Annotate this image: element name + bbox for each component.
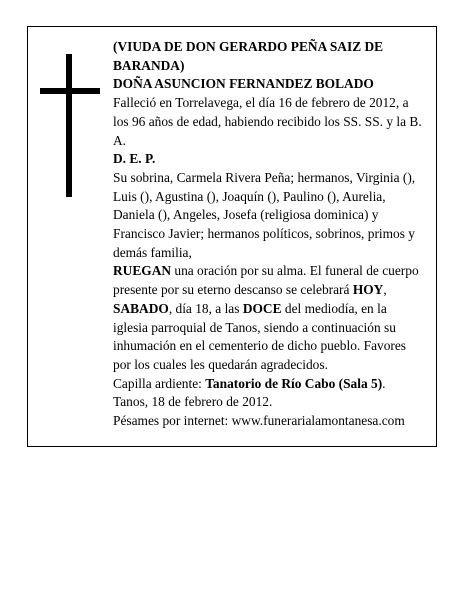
cross-icon [40,54,100,197]
chapel-end: . [382,375,386,391]
family-paragraph: Su sobrina, Carmela Rivera Peña; hermanos, Virginia (), Luis (), Agustina (), Joaquín (), Paulino (), Aurelia, Daniela (), Angeles, Josefa (religiosa dominica) y Francisco Javier; hermanos políticos, sobrinos, primos y demás familia, [113,169,416,260]
obituary-text [113,38,425,431]
chapel-name: Tanatorio de Río Cabo (Sala 5) [205,375,383,391]
chapel-line [113,375,425,394]
funeral-paragraph [113,262,425,374]
cross-vertical-bar [66,54,72,197]
widow-line: (VIUDA DE DON GERARDO PEÑA SAIZ DE BARANDA) [113,39,384,73]
deceased-name: DOÑA ASUNCION FERNANDEZ BOLADO [113,76,374,92]
funeral-text-2: , día 18, a las [168,300,243,316]
date-line: Tanos, 18 de febrero de 2012. [113,394,273,410]
hoy-word: HOY [352,282,384,298]
sabado-word: SABADO [113,300,169,316]
chapel-label: Capilla ardiente: [113,375,206,391]
death-paragraph: Falleció en Torrelavega, el día 16 de febrero de 2012, a los 96 años de edad, habiendo recibido los SS. SS. y la B. A. [113,95,422,148]
funeral-comma: , [383,282,387,298]
ruegan-word: RUEGAN [113,263,172,279]
funeral-text-3: del mediodía, en la iglesia parroquial de Tanos, siendo a continuación su inhumación en el cementerio de dicho pueblo. Favores por los cuales les quedarán agradecidos. [113,300,407,372]
doce-word: DOCE [242,300,282,316]
condolences-line: Pésames por internet: www.funerarialamontanesa.com [113,413,405,429]
cross-horizontal-bar [40,88,100,94]
dep-line: D. E. P. [113,151,156,167]
funeral-text-1: una oración por su alma. El funeral de cuerpo presente por su eterno descanso se celebrará [113,263,419,298]
